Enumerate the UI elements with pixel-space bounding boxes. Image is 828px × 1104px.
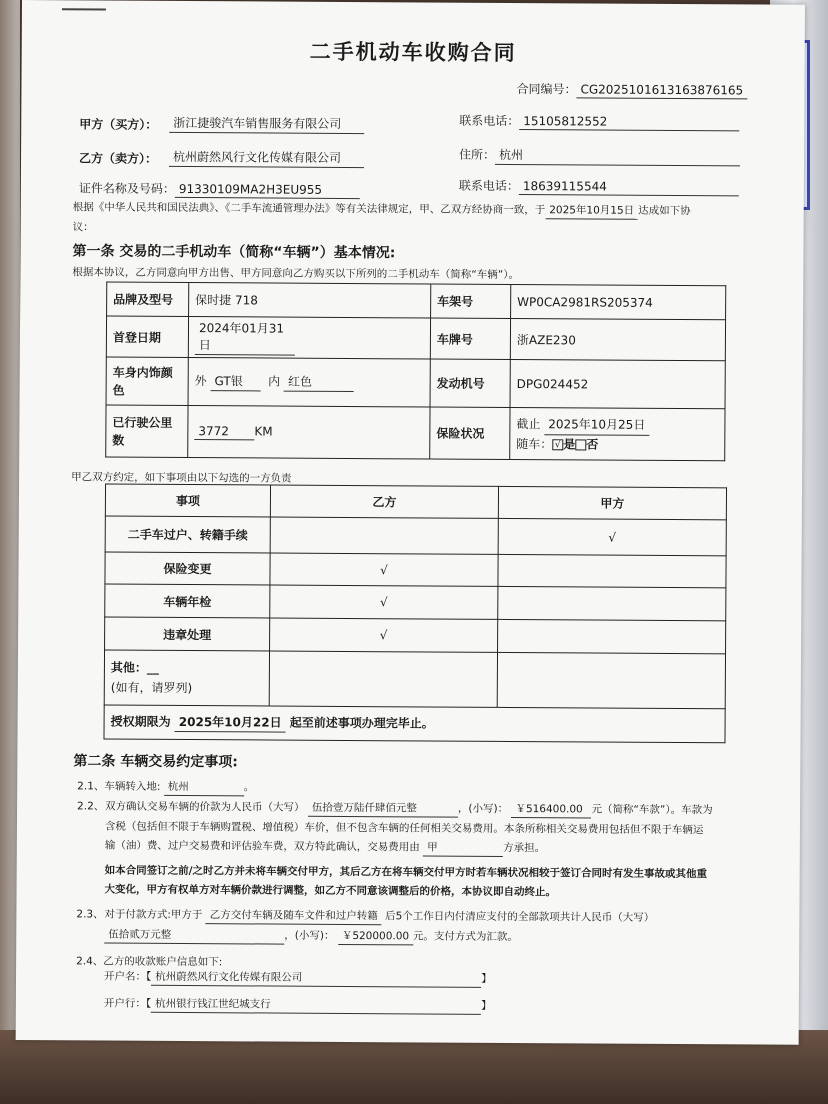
account-bank: 开户行：【 杭州银行钱江世纪城支行 】 — [104, 996, 492, 1015]
brand-label: 品牌及型号 — [107, 282, 189, 317]
color-cell: 外 GT银 内 红色 — [188, 358, 430, 407]
reg-date-label: 首登日期 — [106, 316, 188, 358]
clause-2-3-label: 2.3、 — [76, 908, 104, 921]
insurance-cell: 截止 2025年10月25日 随车： √ 是 否 — [510, 407, 725, 460]
transfer-destination: 杭州 — [164, 779, 244, 796]
insurance-date: 2025年10月25日 — [544, 415, 649, 436]
insurance-label: 保险状况 — [430, 407, 510, 459]
brand-value: 保时捷 718 — [189, 283, 431, 318]
duty-header-party-b: 乙方 — [270, 485, 498, 518]
duty-other: 其他：__ (如有，请罗列) — [104, 650, 269, 706]
contract-number: 合同编号： CG2025101613163876165 — [516, 80, 747, 99]
engine-label: 发动机号 — [430, 359, 510, 407]
article-1-heading: 第一条 交易的二手机动车（简称“车辆”）基本情况: — [72, 243, 396, 262]
legal-basis: 根据《中华人民共和国民法典》、《二手车流通管理办法》等有关法律规定，甲、乙双方经协商一致，于 2025年10月15日 达成如下协 — [73, 199, 691, 220]
table-row — [104, 705, 725, 743]
clause-2-2-line3: 输（油）费、过户交易费和评估验车费，双方特此确认，交易费用由 甲 方承担。 — [105, 838, 545, 858]
account-name-value: 杭州蔚然风行文化传媒有限公司 — [151, 969, 481, 988]
duty-mark-b: √ — [270, 553, 498, 586]
duty-mark-a: √ — [498, 518, 726, 555]
color-label: 车身内饰颜 色 — [106, 357, 188, 406]
legal-basis-line2: 议： — [72, 221, 94, 234]
clause-2-2-line1: 双方确认交易车辆的价款为人民币（大写） 伍拾壹万陆仟肆佰元整 ，(小写)： ￥516400.00 元（简称“车款”）。车款为 — [105, 799, 713, 820]
vin-value: WP0CA2981RS205374 — [511, 284, 726, 319]
clause-2-3-line2: 伍拾贰万元整 ，(小写)： ￥520000.00 元。支付方式为汇款。 — [104, 927, 518, 947]
duty-item: 车辆年检 — [105, 584, 270, 618]
article-2-heading: 第二条 车辆交易约定事项: — [73, 753, 238, 771]
clause-2-2-line2: 含税（包括但不限于车辆购置税、增值税）车价，但不包含车辆的任何相关交易费用。本条所称相关交易费用包括但不限于车辆运 — [104, 820, 704, 837]
vin-label: 车架号 — [431, 284, 511, 318]
checkbox-yes: √ — [552, 439, 563, 450]
duty-header-item: 事项 — [105, 484, 270, 517]
reg-date-cell — [188, 317, 430, 359]
table-row — [105, 552, 726, 588]
table-row — [106, 405, 725, 461]
engine-value: DPG024452 — [510, 359, 725, 408]
checkbox-no — [575, 439, 586, 450]
duty-mark-b: √ — [270, 585, 498, 619]
vehicle-info-table — [105, 282, 726, 462]
article-1-intro: 根据本协议，乙方同意向甲方出售、甲方同意向乙方购买以下所列的二手机动车（简称“车辆”）。 — [72, 266, 520, 282]
authorization-date: 2025年10月22日 — [175, 713, 286, 733]
table-row — [106, 357, 725, 409]
party-a-phone: 联系电话： 15105812552 — [459, 112, 739, 132]
clause-2-2-label: 2.2、 — [77, 800, 105, 813]
party-b-name: 杭州蔚然风行文化传媒有限公司 — [169, 146, 364, 168]
reg-date-value: 2024年01月31日 — [195, 319, 295, 356]
fee-payer: 甲 — [423, 839, 503, 856]
mileage-label: 已行驶公里 数 — [106, 405, 188, 457]
duty-item: 二手车过户、转籍手续 — [105, 516, 270, 553]
payment-condition: 乙方交付车辆及随车文件和过户转籍 — [206, 907, 382, 925]
table-row — [105, 516, 726, 556]
duty-item: 违章处理 — [105, 617, 270, 651]
table-row — [105, 617, 726, 654]
contract-title: 二手机动车收购合同 — [309, 39, 517, 66]
clause-2-1: 2.1、车辆转入地: 杭州 。 — [77, 778, 254, 796]
plate-value: 浙AZE230 — [510, 318, 725, 360]
table-row — [106, 316, 725, 361]
duty-item: 保险变更 — [105, 552, 270, 585]
table-row — [105, 484, 726, 520]
payment-lower: ￥520000.00 — [338, 928, 413, 945]
price-upper: 伍拾壹万陆仟肆佰元整 — [308, 800, 458, 818]
bold-clause-line1: 如本合同签订之前/之时乙方并未将车辆交付甲方，其后乙方在将车辆交付甲方时若车辆状况相较于签订合同时有发生事故或其他重 — [104, 864, 708, 881]
agreement-date: 2025年10月15日 — [545, 202, 638, 220]
party-a-name: 浙江捷骏汽车销售服务有限公司 — [169, 112, 364, 134]
account-bank-value: 杭州银行钱江世纪城支行 — [151, 996, 481, 1015]
mileage-cell: 3772 KM — [188, 406, 430, 459]
party-b-address: 住所： 杭州 — [459, 146, 740, 167]
party-b-phone: 联系电话： 18639115544 — [459, 177, 739, 197]
price-lower: ￥516400.00 — [511, 801, 591, 818]
duty-mark-a — [498, 554, 726, 587]
party-a-label: 甲方（买方）： — [79, 117, 158, 132]
table-row — [105, 584, 726, 621]
top-mark-line — [62, 8, 106, 10]
contract-number-value: CG2025101613163876165 — [576, 82, 747, 99]
mileage-value: 3772 — [194, 424, 254, 440]
plate-label: 车牌号 — [430, 318, 510, 359]
party-b-label: 乙方（卖方）： — [78, 151, 158, 166]
interior-color: 红色 — [284, 373, 354, 392]
exterior-color: GT银 — [210, 372, 260, 391]
clause-2-4: 2.4、乙方的收款账户信息如下: — [76, 955, 223, 969]
duty-mark-b: √ — [270, 618, 498, 652]
bold-clause-line2: 大变化，甲方有权单方对车辆价款进行调整，如乙方不同意该调整后的价格，本协议即自动终止。 — [104, 883, 557, 899]
duty-mark-a — [498, 586, 726, 620]
clause-2-3-line1: 对于付款方式:甲方于 乙方交付车辆及随车文件和过户转籍 后5个工作日内付清应支付的全部款项共计人民币（大写） — [104, 908, 655, 924]
duty-mark-b — [270, 517, 498, 554]
authorization-period: 授权期限为 2025年10月22日 起至前述事项办理完毕止。 — [104, 705, 725, 743]
id-line: 证件名称及号码： 91330109MA2H3EU955 — [79, 179, 360, 199]
account-name: 开户名：【 杭州蔚然风行文化传媒有限公司 】 — [104, 969, 492, 988]
duty-header-party-a: 甲方 — [498, 486, 726, 519]
duty-intro: 甲乙双方约定，如下事项由以下勾选的一方负责 — [71, 471, 292, 485]
table-row — [107, 282, 726, 320]
payment-upper: 伍拾贰万元整 — [104, 927, 284, 945]
table-row — [104, 650, 725, 709]
duty-mark-a — [498, 619, 726, 653]
duty-table — [103, 484, 727, 744]
contract-page — [16, 0, 805, 1045]
